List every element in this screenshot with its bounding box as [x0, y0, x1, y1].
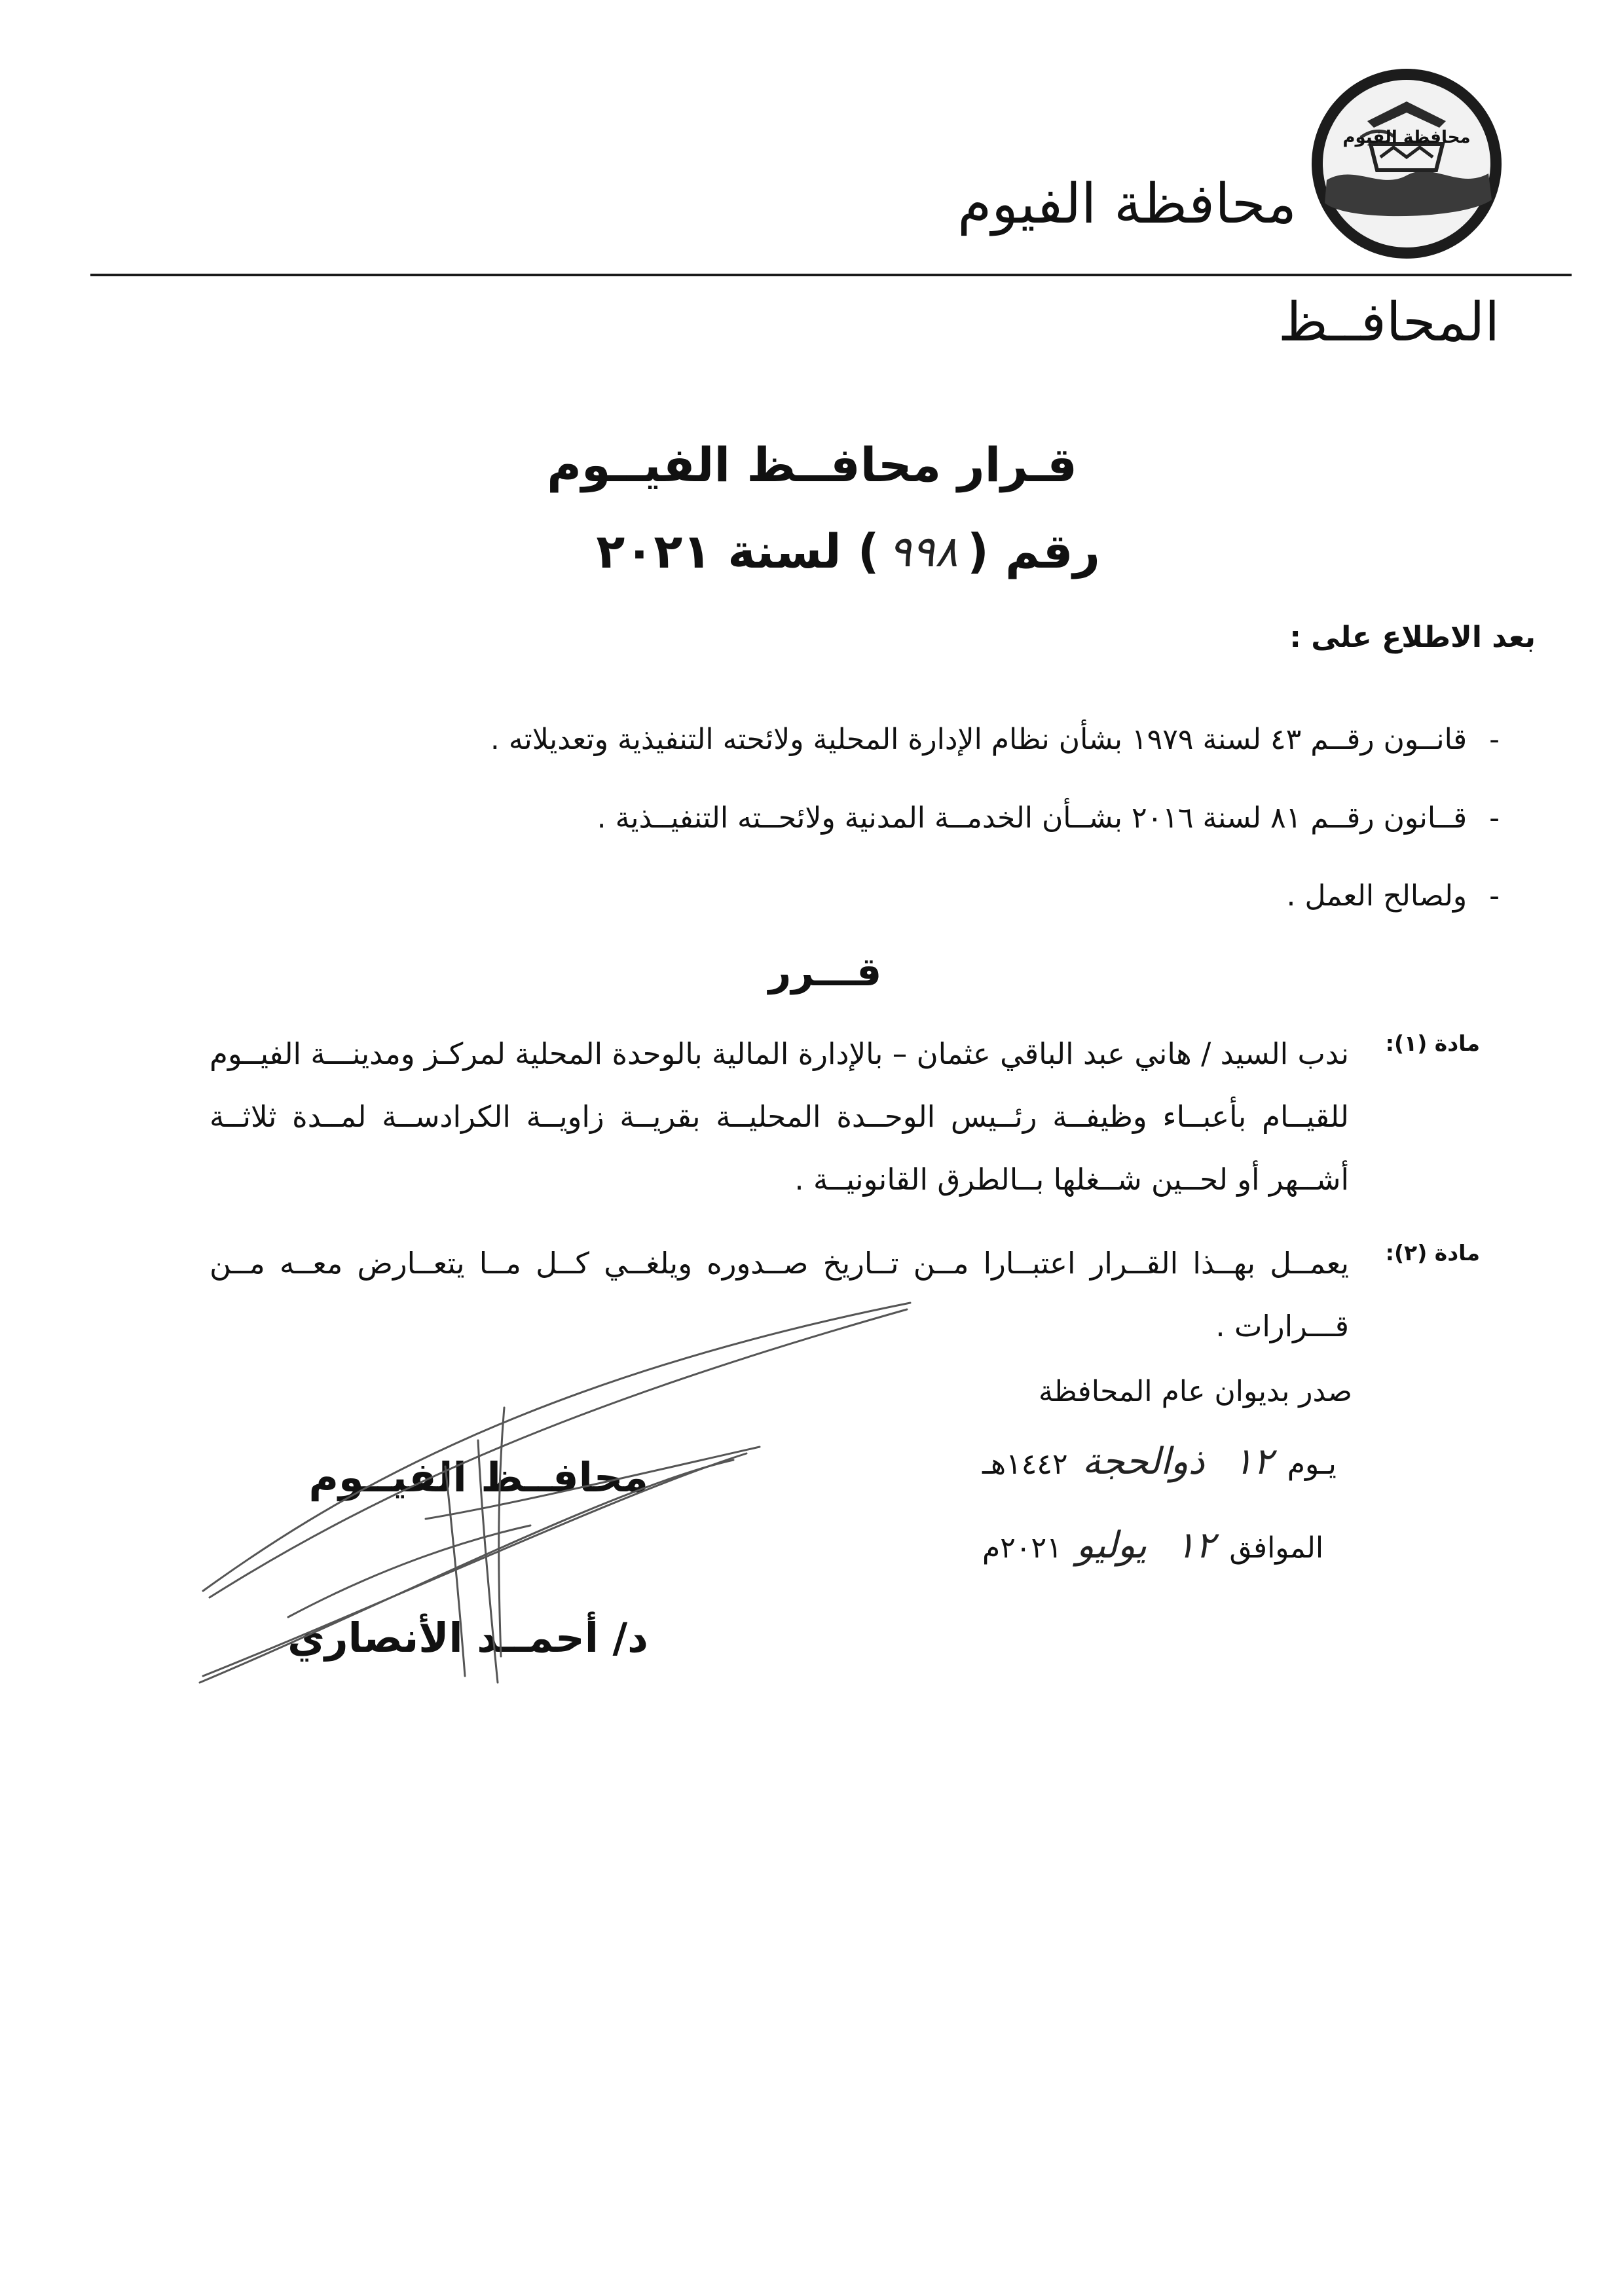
greg-year: ٢٠٢١م — [982, 1531, 1062, 1565]
reference-text: قــانون رقــم ٨١ لسنة ٢٠١٦ بشــأن الخدمــة المدنية ولائحــته التنفيــذية . — [597, 801, 1467, 835]
greg-month: يوليو — [1076, 1524, 1147, 1567]
reference-item — [1287, 879, 1500, 913]
governorate-name: محافظة الفيوم — [957, 172, 1297, 236]
decree-number-prefix: رقم ( — [967, 524, 1100, 579]
decree-number-suffix: ) لسنة ٢٠٢١ — [596, 524, 879, 579]
greg-prefix: الموافق — [1229, 1531, 1324, 1565]
signatory-name: د/ أحمــد الأنصاري — [287, 1614, 648, 1662]
hijri-day: ١٢ — [1233, 1440, 1273, 1483]
hijri-month: ذوالحجة — [1082, 1440, 1205, 1483]
article-label: مادة (١): — [1385, 1030, 1480, 1056]
handwritten-signature — [190, 1290, 930, 1696]
decided-heading: قـــرر — [768, 949, 882, 995]
issued-at: صدر بديوان عام المحافظة — [1038, 1375, 1352, 1408]
greg-day: ١٢ — [1175, 1524, 1215, 1567]
hijri-date — [982, 1440, 1337, 1483]
governorate-seal — [1308, 65, 1505, 262]
reference-text: ولصالح العمل . — [1286, 879, 1467, 913]
bullet-dash: - — [1489, 879, 1500, 913]
header-divider — [90, 274, 1572, 276]
reference-item — [490, 723, 1500, 756]
article-label: مادة (٢): — [1385, 1240, 1480, 1266]
article-text: يعمــل بهــذا القــرار اعتبــارا مــن تــاريخ صــدوره ويلغــي كــل مــا يتعــارض معــه مــن قـــرارات . — [210, 1246, 1349, 1343]
reference-text: قانــون رقــم ٤٣ لسنة ١٩٧٩ بشأن نظام الإدارة المحلية ولائحته التنفيذية وتعديلاته . — [490, 723, 1467, 756]
decree-number-line — [589, 524, 1100, 579]
reference-item — [597, 801, 1500, 835]
decree-number: ٩٩٨ — [888, 526, 958, 577]
article-text: ندب السيد / هاني عبد الباقي عثمان – بالإدارة المالية بالوحدة المحلية لمركـز ومدينـــة الفيــوم للقيــام بأعبــاء وظيفــة رئــيس الوحــدة المحليــة بقريــة زاويــة الكرادســة لمــدة ثلاثــة أشــهر أو لحــين شــغلها بــالطرق القانونيــة . — [210, 1036, 1349, 1197]
signatory-title: محافــظ الفيــوم — [308, 1453, 648, 1501]
hijri-prefix: يـوم — [1287, 1448, 1337, 1481]
office-title: المحافــظ — [1278, 291, 1500, 354]
decree-title: قـرار محافــظ الفيــوم — [547, 437, 1077, 492]
seal-text: محافظة الفيوم — [1342, 128, 1471, 147]
gregorian-date — [982, 1524, 1323, 1567]
bullet-dash: - — [1489, 801, 1500, 835]
preamble: بعد الاطلاع على : — [1289, 621, 1536, 654]
hijri-year: ١٤٤٢هـ — [982, 1448, 1068, 1481]
bullet-dash: - — [1489, 723, 1500, 756]
